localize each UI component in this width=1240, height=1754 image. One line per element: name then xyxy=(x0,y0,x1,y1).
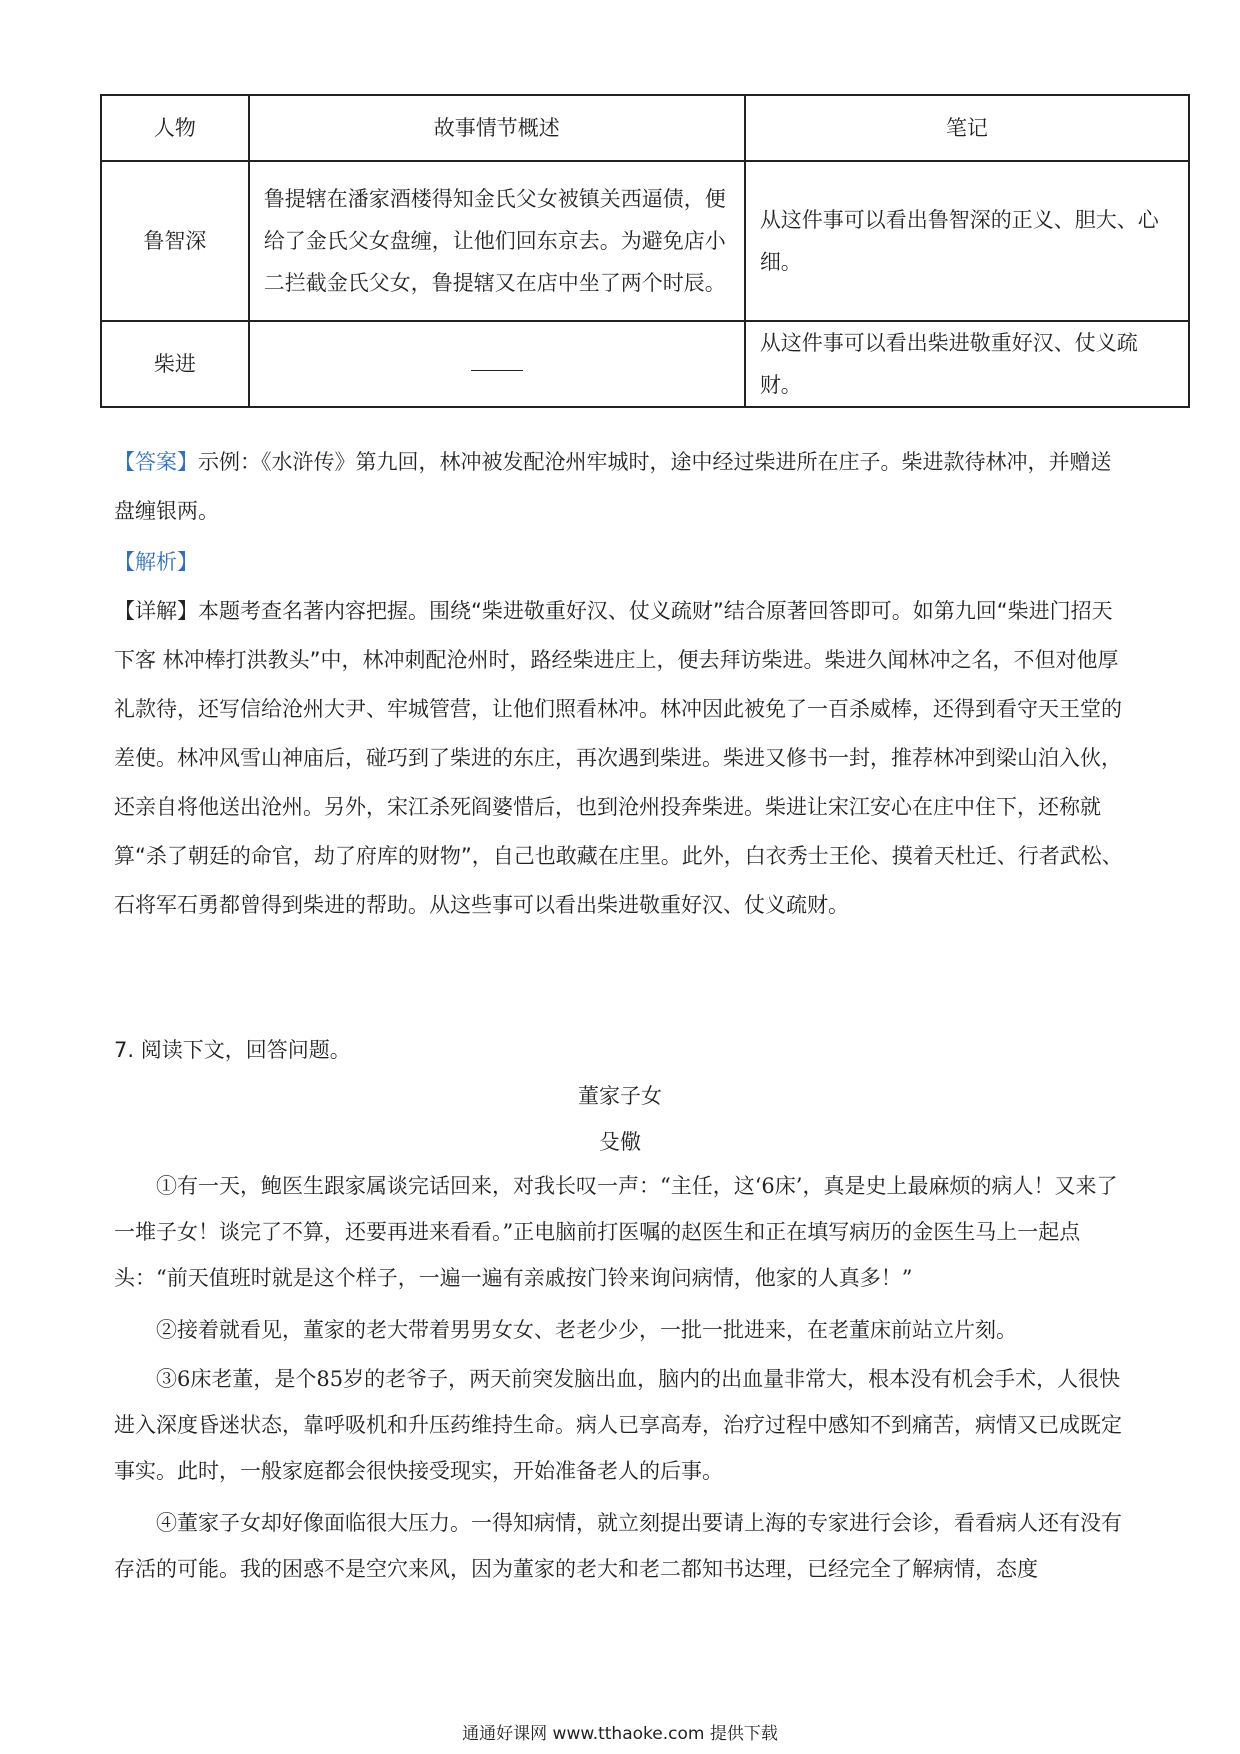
story-paragraph: ③6床老董，是个85岁的老爷子，两天前突发脑出血，脑内的出血量非常大，根本没有机会手术，人很快进入深度昏迷状态，靠呼吸机和升压药维持生命。病人已享高寿，治疗过程中感知不到痛苦，病情又已成既定事实。此时，一般家庭都会很快接受现实，开始准备老人的后事。 xyxy=(114,1367,1122,1483)
detail-text: 本题考查名著内容把握。围绕“柴进敬重好汉、仗义疏财”结合原著回答即可。如第九回“柴进门招天下客 林冲棒打洪教头”中，林冲刺配沧州时，路经柴进庄上，便去拜访柴进。柴进久闻林冲之名，不但对他厚礼款待，还写信给沧州大尹、牢城管营，让他们照看林冲。林冲因此被免了一百杀威棒，还得到看守天王堂的差使。林冲风雪山神庙后，碰巧到了柴进的东庄，再次遇到柴进。柴进又修书一封，推荐林冲到梁山泊入伙，还亲自将他送出沧州。另外，宋江杀死阎婆惜后，也到沧州投奔柴进。柴进让宋江安心在庄中住下，还称就算“杀了朝廷的命官，劫了府库的财物”，自己也敢藏在庄里。此外，白衣秀士王伦、摸着天杜迁、行者武松、石将军石勇都曾得到柴进的帮助。从这些事可以看出柴进敬重好汉、仗义疏财。 xyxy=(114,599,1123,917)
story-paragraph: ②接着就看见，董家的老大带着男男女女、老老少少，一批一批进来，在老董床前站立片刻。 xyxy=(156,1318,1017,1342)
page-footer: 通通好课网 www.tthaoke.com 提供下载 xyxy=(462,1724,778,1744)
header-note: 笔记 xyxy=(745,95,1189,161)
story-author: 殳儆 xyxy=(599,1130,641,1154)
person-cell: 鲁智深 xyxy=(101,161,249,321)
plot-cell: 鲁提辖在潘家酒楼得知金氏父女被镇关西逼债，便给了金氏父女盘缠，让他们回东京去。为避免店小二拦截金氏父女，鲁提辖又在店中坐了两个时辰。 xyxy=(249,161,745,321)
answer-blank-line xyxy=(471,364,523,371)
table-row xyxy=(101,321,1189,407)
note-cell: 从这件事可以看出柴进敬重好汉、仗义疏财。 xyxy=(745,321,1189,407)
answer-tag: 【答案】 xyxy=(114,450,198,474)
story-title: 董家子女 xyxy=(578,1084,662,1108)
question-title: 7. 阅读下文，回答问题。 xyxy=(114,1038,351,1062)
note-cell: 从这件事可以看出鲁智深的正义、胆大、心细。 xyxy=(745,161,1189,321)
story-paragraph: ④董家子女却好像面临很大压力。一得知病情，就立刻提出要请上海的专家进行会诊，看看病人还有没有存活的可能。我的困惑不是空穴来风，因为董家的老大和老二都知书达理，已经完全了解病情，态度 xyxy=(114,1511,1122,1581)
story-paragraph: ①有一天，鲍医生跟家属谈完话回来，对我长叹一声：“主任，这‘6床’，真是史上最麻烦的病人！又来了一堆子女！谈完了不算，还要再进来看看。”正电脑前打医嘱的赵医生和正在填写病历的金医生马上一起点头：“前天值班时就是这个样子，一遍一遍有亲戚按门铃来询问病情，他家的人真多！” xyxy=(114,1174,1118,1290)
answer-text: 示例：《水浒传》第九回，林冲被发配沧州牢城时，途中经过柴进所在庄子。柴进款待林冲，并赠送盘缠银两。 xyxy=(114,450,1112,523)
person-cell: 柴进 xyxy=(101,321,249,407)
header-plot: 故事情节概述 xyxy=(249,95,745,161)
detail-section xyxy=(114,587,1124,930)
detail-tag: 【详解】 xyxy=(114,599,198,623)
analysis-section xyxy=(114,538,1124,587)
analysis-tag: 【解析】 xyxy=(114,550,198,574)
answer-section xyxy=(114,438,1124,536)
table-row xyxy=(101,161,1189,321)
table-header-row xyxy=(101,95,1189,161)
header-person: 人物 xyxy=(101,95,249,161)
notes-table xyxy=(100,94,1190,408)
plot-blank-cell xyxy=(249,321,745,407)
